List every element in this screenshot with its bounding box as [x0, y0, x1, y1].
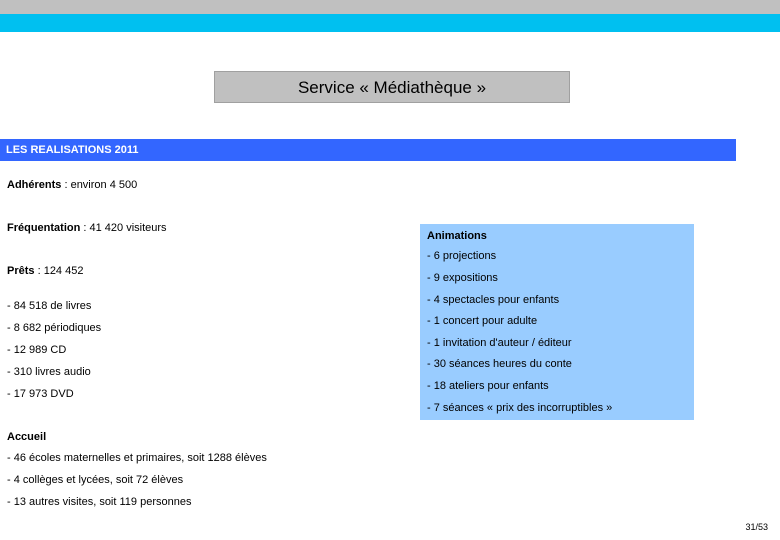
adherents-label: Adhérents: [7, 179, 62, 191]
prets-item: - 84 518 de livres: [7, 300, 92, 312]
prets-line: [7, 265, 83, 277]
animations-box: [420, 224, 694, 420]
frequentation-value: : 41 420 visiteurs: [80, 222, 167, 234]
animation-item: - 1 concert pour adulte: [427, 315, 538, 327]
animation-item: - 1 invitation d'auteur / éditeur: [427, 337, 572, 349]
prets-label: Prêts: [7, 265, 35, 277]
animation-item: - 30 séances heures du conte: [427, 358, 572, 370]
accueil-item: - 13 autres visites, soit 119 personnes: [7, 496, 192, 508]
page-number: 31/53: [745, 522, 768, 532]
prets-value: : 124 452: [34, 265, 84, 277]
frequentation-label: Fréquentation: [7, 222, 81, 234]
animation-item: - 6 projections: [427, 250, 497, 262]
prets-item: - 17 973 DVD: [7, 388, 74, 400]
adherents-value: : environ 4 500: [61, 179, 138, 191]
frequentation-line: [7, 222, 167, 234]
page-title: Service « Médiathèque »: [214, 71, 570, 103]
accueil-item: - 46 écoles maternelles et primaires, soit 1288 élèves: [7, 452, 267, 464]
animation-item: - 9 expositions: [427, 272, 498, 284]
animation-item: - 18 ateliers pour enfants: [427, 380, 549, 392]
animation-item: - 7 séances « prix des incorruptibles »: [427, 402, 613, 414]
animations-title: Animations: [427, 230, 487, 242]
section-header: LES REALISATIONS 2011: [0, 139, 736, 161]
prets-item: - 12 989 CD: [7, 344, 67, 356]
prets-item: - 310 livres audio: [7, 366, 91, 378]
top-gray-band: [0, 0, 780, 14]
adherents-line: [7, 179, 137, 191]
prets-item: - 8 682 périodiques: [7, 322, 102, 334]
top-cyan-band: [0, 14, 780, 32]
accueil-item: - 4 collèges et lycées, soit 72 élèves: [7, 474, 184, 486]
animation-item: - 4 spectacles pour enfants: [427, 294, 560, 306]
accueil-title: Accueil: [7, 431, 47, 443]
